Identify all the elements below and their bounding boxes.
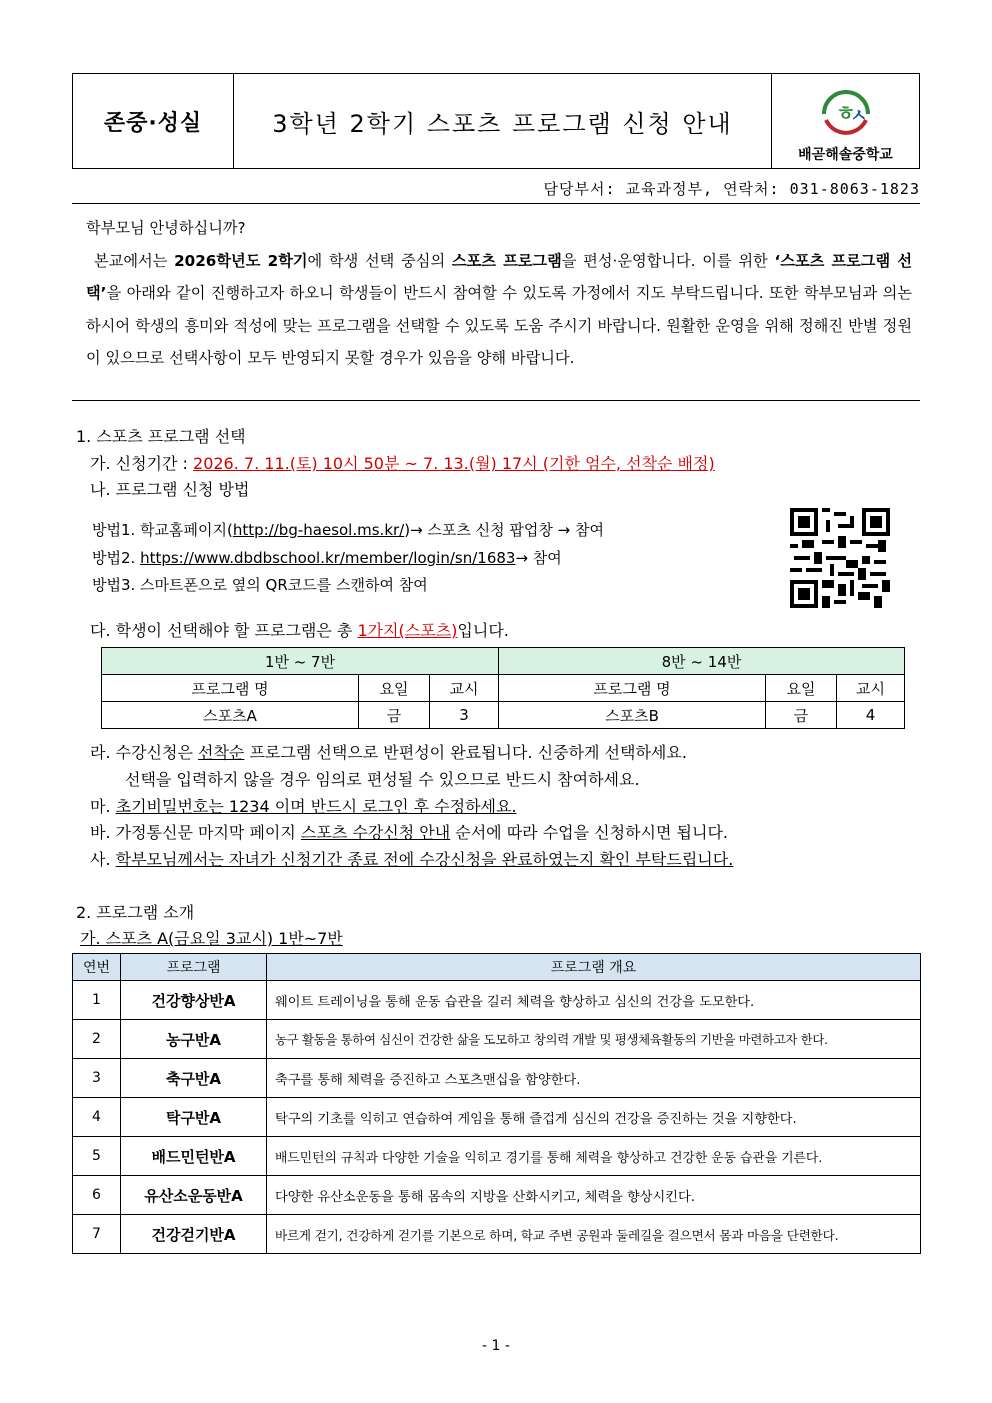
col-header: 요일 [359,675,430,702]
intro-paragraph: 본교에서는 2026학년도 2학기에 학생 선택 중심의 스포츠 프로그램을 편성·운영합니다. 이를 위한 ‘스포츠 프로그램 선택’을 아래와 같이 진행하고자 하오니 학생들이 반드시 참여할 수 있도록 가정에서 지도 부탁드립니다. 또한 학부모님과 의논하시어 학생의 흥미와 적성에 맞는 프로그램을 선택할 수 있도록 도움 주시기 바랍니다. 원활한 운영을 위해 정해진 반별 정원이 있으므로 선택사항이 모두 반영되지 못할 경우가 있음을 양해 바랍니다. [86,251,912,367]
school-logo-area [771,74,919,168]
method-3: 방법3. 스마트폰으로 옆의 QR코드를 스캔하여 참여 [92,576,428,594]
col-header: 교시 [430,675,499,702]
col-header: 프로그램 명 [102,675,359,702]
greeting: 학부모님 안녕하십니까? [86,219,246,237]
department-contact: 담당부서: 교육과정부, 연락처: 031-8063-1823 [543,180,920,198]
qr-code-icon [790,508,890,608]
table-row: 6 유산소운동반A 다양한 유산소운동을 통해 몸속의 지방을 산화시키고, 체력을 향상시킨다. [73,1176,921,1215]
apply-method-title: 나. 프로그램 신청 방법 [90,480,250,499]
note-sa: 사. 학부모님께서는 자녀가 신청기간 종료 전에 수강신청을 완료하였는지 확인 부탁드립니다. [90,850,734,869]
page-number: - 1 - [482,1338,510,1354]
table-row: 4 탁구반A 탁구의 기초를 익히고 연습하여 게임을 통해 즐겁게 심신의 건강을 증진하는 것을 지향한다. [73,1098,921,1137]
method-1: 방법1. 학교홈페이지(http://bg-haesol.ms.kr/)→ 스포츠 신청 팝업창 → 참여 [92,521,604,539]
table-row: 스포츠A 금 3 스포츠B 금 4 [102,702,905,729]
method-2: 방법2. https://www.dbdbschool.kr/member/login/sn/1683→ 참여 [92,549,562,567]
table-row: 3 축구반A 축구를 통해 체력을 증진하고 스포츠맨십을 함양한다. [73,1059,921,1098]
col-header: 프로그램 [121,954,267,981]
intro-text [86,212,912,375]
svg-text:ㅎ: ㅎ [835,101,855,125]
school-logo-icon [814,84,878,140]
header-box [72,73,920,169]
group-header: 8반 ~ 14반 [499,648,905,675]
group-header: 1반 ~ 7반 [102,648,499,675]
section2-title: 2. 프로그램 소개 [76,903,195,922]
school-homepage-link[interactable]: http://bg-haesol.ms.kr/ [232,521,405,539]
apply-period-value: 2026. 7. 11.(토) 10시 50분 ~ 7. 13.(월) 17시 (기한 엄수, 선착순 배정) [193,454,715,473]
school-name: 배곧해솔중학교 [798,147,893,163]
col-header: 교시 [837,675,905,702]
divider [72,203,920,204]
program-intro-table [72,953,921,1254]
svg-text:ㅅ: ㅅ [849,106,867,127]
col-header: 프로그램 개요 [267,954,921,981]
col-header: 프로그램 명 [499,675,766,702]
note-ra: 라. 수강신청은 선착순 프로그램 선택으로 반편성이 완료됩니다. 신중하게 선택하세요. [90,743,687,762]
section2-subtitle: 가. 스포츠 A(금요일 3교시) 1반~7반 [80,929,343,948]
note-ba: 바. 가정통신문 마지막 페이지 스포츠 수강신청 안내 순서에 따라 수업을 신청하시면 됩니다. [90,823,728,842]
section1-title: 1. 스포츠 프로그램 선택 [76,427,246,446]
table-row: 1 건강향상반A 웨이트 트레이닝을 통해 운동 습관을 길러 체력을 향상하고 심신의 건강을 도모한다. [73,981,921,1020]
table-row: 7 건강걷기반A 바르게 걷기, 건강하게 걷기를 기본으로 하며, 학교 주변 공원과 둘레길을 걸으면서 몸과 마음을 단련한다. [73,1215,921,1254]
col-header: 연번 [73,954,121,981]
note-ma: 마. 초기비밀번호는 1234 이며 반드시 로그인 후 수정하세요. [90,797,517,816]
page-title: 3학년 2학기 스포츠 프로그램 신청 안내 [272,109,733,138]
program-schedule-table [101,647,905,729]
note-ra-2: 선택을 입력하지 않을 경우 임의로 편성될 수 있으므로 반드시 참여하세요. [125,770,640,789]
col-header: 요일 [766,675,837,702]
motto: 존중·성실 [73,74,234,168]
selection-count: 다. 학생이 선택해야 할 프로그램은 총 1가지(스포츠)입니다. [90,621,509,640]
table-row: 5 배드민턴반A 배드민턴의 규칙과 다양한 기술을 익히고 경기를 통해 체력을 향상하고 건강한 운동 습관을 기른다. [73,1137,921,1176]
divider [72,400,920,401]
apply-period: 가. 신청기간 : 2026. 7. 11.(토) 10시 50분 ~ 7. 13.(월) 17시 (기한 엄수, 선착순 배정) [90,454,715,473]
dbdbschool-link[interactable]: https://www.dbdbschool.kr/member/login/sn/1683 [140,549,516,567]
table-row: 2 농구반A 농구 활동을 통하여 심신이 건강한 삶을 도모하고 창의력 개발 및 평생체육활동의 기반을 마련하고자 한다. [73,1020,921,1059]
